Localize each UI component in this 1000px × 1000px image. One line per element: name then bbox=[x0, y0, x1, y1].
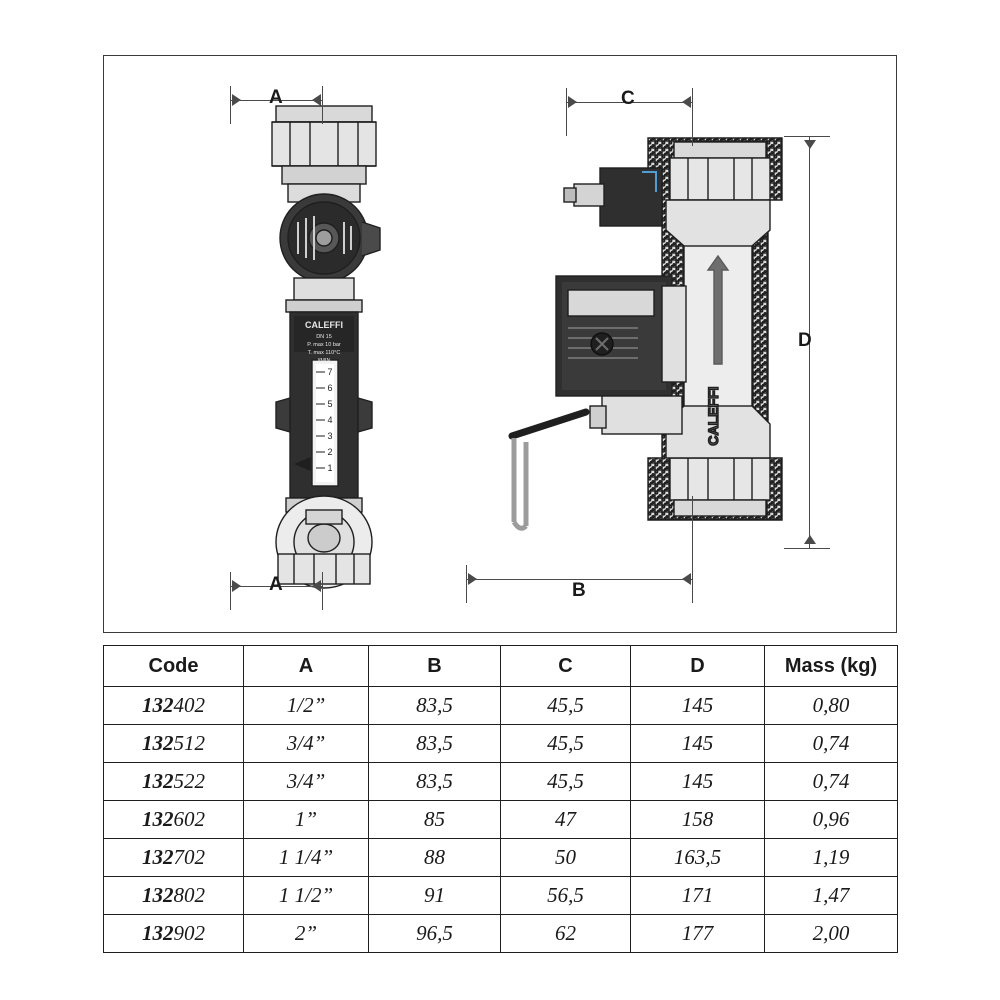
dim-b-ext-right bbox=[692, 496, 693, 603]
cell-a: 1” bbox=[244, 801, 369, 839]
cell-c: 62 bbox=[501, 915, 631, 953]
dim-b-arrow-right bbox=[682, 573, 691, 585]
table-row bbox=[104, 801, 898, 839]
cell-b: 83,5 bbox=[369, 763, 501, 801]
cell-mass: 1,19 bbox=[765, 839, 898, 877]
cell-code: 132602 bbox=[104, 801, 244, 839]
cell-code: 132402 bbox=[104, 687, 244, 725]
column-header-mass: Mass (kg) bbox=[765, 646, 898, 687]
dim-a-top-arrow-left bbox=[232, 94, 241, 106]
cell-code: 132522 bbox=[104, 763, 244, 801]
cell-code: 132802 bbox=[104, 877, 244, 915]
cell-mass: 0,74 bbox=[765, 763, 898, 801]
dim-b-ext-left bbox=[466, 565, 467, 603]
body-brand-text: CALEFFI bbox=[705, 386, 721, 446]
cell-b: 85 bbox=[369, 801, 501, 839]
dim-label-b: B bbox=[572, 580, 586, 601]
dim-c-arrow-right bbox=[682, 96, 691, 108]
table-row bbox=[104, 763, 898, 801]
cell-d: 171 bbox=[631, 877, 765, 915]
plate-line4: l/MIN bbox=[317, 358, 331, 364]
dim-c-ext-left bbox=[566, 88, 567, 136]
cell-a: 1 1/2” bbox=[244, 877, 369, 915]
cell-code: 132902 bbox=[104, 915, 244, 953]
cell-d: 145 bbox=[631, 725, 765, 763]
column-header-code: Code bbox=[104, 646, 244, 687]
cell-a: 1/2” bbox=[244, 687, 369, 725]
cell-a: 1 1/4” bbox=[244, 839, 369, 877]
cell-b: 88 bbox=[369, 839, 501, 877]
dim-d-ext-top bbox=[784, 136, 830, 137]
dim-a-bottom-ext-right bbox=[322, 572, 323, 610]
drawing-panel bbox=[103, 55, 897, 633]
cell-c: 56,5 bbox=[501, 877, 631, 915]
cell-a: 3/4” bbox=[244, 763, 369, 801]
dim-a-bottom-arrow-left bbox=[232, 580, 241, 592]
dim-a-bottom-ext-left bbox=[230, 572, 231, 610]
cell-c: 45,5 bbox=[501, 725, 631, 763]
dim-a-top-ext-left bbox=[230, 86, 231, 124]
dim-d-ext-bottom bbox=[784, 548, 830, 549]
table-row bbox=[104, 915, 898, 953]
cell-mass: 0,74 bbox=[765, 725, 898, 763]
cell-d: 158 bbox=[631, 801, 765, 839]
dim-label-a-top: A bbox=[269, 87, 283, 108]
table-row bbox=[104, 687, 898, 725]
svg-text:7: 7 bbox=[327, 367, 333, 377]
svg-text:4: 4 bbox=[327, 415, 333, 425]
svg-text:3: 3 bbox=[327, 431, 333, 441]
cell-d: 163,5 bbox=[631, 839, 765, 877]
column-header-a: A bbox=[244, 646, 369, 687]
cell-mass: 0,96 bbox=[765, 801, 898, 839]
dimensions-table bbox=[103, 645, 898, 953]
plate-line1: DN 15 bbox=[316, 334, 332, 340]
cell-mass: 2,00 bbox=[765, 915, 898, 953]
cell-c: 47 bbox=[501, 801, 631, 839]
column-header-c: C bbox=[501, 646, 631, 687]
dim-label-d: D bbox=[798, 330, 812, 351]
cell-b: 83,5 bbox=[369, 725, 501, 763]
cell-mass: 0,80 bbox=[765, 687, 898, 725]
cell-b: 83,5 bbox=[369, 687, 501, 725]
dim-c-ext-right bbox=[692, 88, 693, 146]
dim-d-arrow-bottom bbox=[804, 535, 816, 544]
column-header-b: B bbox=[369, 646, 501, 687]
dim-b-arrow-left bbox=[468, 573, 477, 585]
cell-code: 132512 bbox=[104, 725, 244, 763]
svg-text:1: 1 bbox=[327, 463, 333, 473]
cell-d: 177 bbox=[631, 915, 765, 953]
front-view-drawing bbox=[194, 72, 454, 592]
cell-b: 91 bbox=[369, 877, 501, 915]
cell-a: 3/4” bbox=[244, 725, 369, 763]
cell-d: 145 bbox=[631, 687, 765, 725]
dim-label-a-bottom: A bbox=[269, 574, 283, 595]
cell-c: 50 bbox=[501, 839, 631, 877]
plate-line2: P. max 10 bar bbox=[307, 342, 341, 348]
cell-c: 45,5 bbox=[501, 763, 631, 801]
dim-c-arrow-left bbox=[568, 96, 577, 108]
plate-line3: T. max 110°C bbox=[307, 350, 341, 356]
table-header-row bbox=[104, 646, 898, 687]
dim-a-top-arrow-right bbox=[312, 94, 321, 106]
side-view-drawing bbox=[452, 106, 822, 606]
cell-c: 45,5 bbox=[501, 687, 631, 725]
dim-a-bottom-arrow-right bbox=[312, 580, 321, 592]
plate-brand: CALEFFI bbox=[305, 320, 343, 330]
table-row bbox=[104, 877, 898, 915]
cell-mass: 1,47 bbox=[765, 877, 898, 915]
cell-code: 132702 bbox=[104, 839, 244, 877]
dim-label-c: C bbox=[621, 88, 635, 109]
column-header-d: D bbox=[631, 646, 765, 687]
svg-text:5: 5 bbox=[327, 399, 333, 409]
svg-text:2: 2 bbox=[327, 447, 333, 457]
svg-text:6: 6 bbox=[327, 383, 333, 393]
cell-b: 96,5 bbox=[369, 915, 501, 953]
cell-d: 145 bbox=[631, 763, 765, 801]
table-row bbox=[104, 725, 898, 763]
dim-a-top-ext-right bbox=[322, 86, 323, 124]
cell-a: 2” bbox=[244, 915, 369, 953]
dim-d-arrow-top bbox=[804, 140, 816, 149]
table-row bbox=[104, 839, 898, 877]
